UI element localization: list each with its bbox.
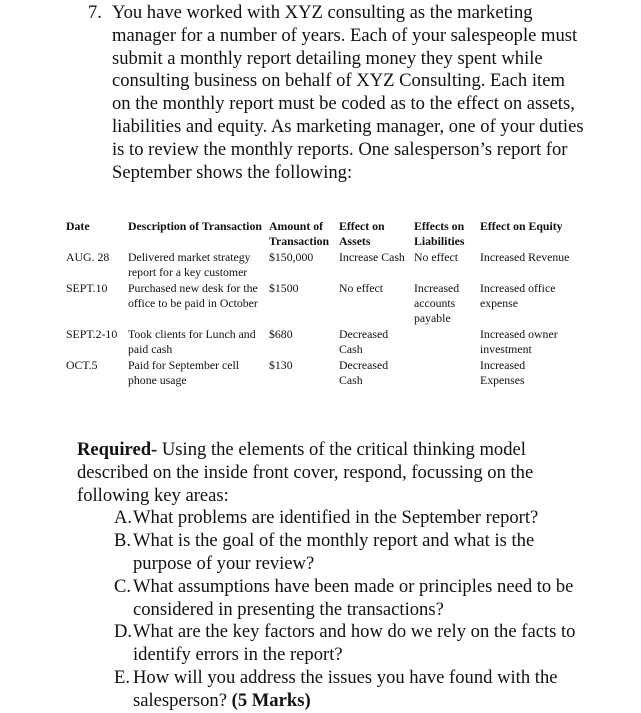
list-item <box>77 530 577 576</box>
item-text: What assumptions have been made or principles need to be considered in presenting the transactions? <box>133 575 574 620</box>
item-letter: A. <box>114 507 133 529</box>
header-liabilities: Effects on Liabilities <box>414 219 465 249</box>
cell-equity: Increased office expense <box>480 280 556 311</box>
cell-assets: Decreased Cash <box>339 326 389 357</box>
cell-description: Paid for September cell phone usage <box>128 357 240 388</box>
cell-amount: $130 <box>269 357 293 372</box>
item-letter: D. <box>114 621 133 643</box>
table-row <box>66 281 570 327</box>
cell-assets: Increase Cash <box>339 249 405 264</box>
marks-label: (5 Marks) <box>231 689 311 711</box>
required-intro <box>77 439 577 507</box>
item-text: What are the key factors and how do we rely on the facts to identify errors in the report? <box>133 621 576 666</box>
item-letter: C. <box>114 575 132 597</box>
list-item <box>77 667 577 713</box>
table-row <box>66 358 570 389</box>
cell-liabilities: Increased accounts payable <box>414 280 460 326</box>
question-text: You have worked with XYZ consulting as the marketing manager for a number of years. Each of your salespeople must submit a monthly report detailing money they spent while consulting business on behalf of XYZ Consulting. Each item on the monthly report must be coded as to the effect on assets, liabilities and equity. As marketing manager, one of your duties is to review the monthly reports. One salesperson’s report for September shows the following: <box>112 2 584 183</box>
item-text: What problems are identified in the September report? <box>133 507 539 529</box>
cell-description: Took clients for Lunch and paid cash <box>128 326 256 357</box>
item-letter: B. <box>114 530 132 552</box>
cell-liabilities: No effect <box>414 249 458 264</box>
header-description: Description of Transaction <box>128 219 262 233</box>
header-assets: Effect on Assets <box>339 219 385 249</box>
cell-date: SEPT.2-10 <box>66 326 118 341</box>
cell-equity: Increased Revenue <box>480 249 570 264</box>
required-block <box>77 439 577 713</box>
cell-date: OCT.5 <box>66 357 98 372</box>
required-list <box>77 507 577 712</box>
table-row <box>66 250 570 281</box>
header-equity: Effect on Equity <box>480 219 563 233</box>
cell-amount: $1500 <box>269 280 299 295</box>
header-amount: Amount of Transaction <box>269 219 330 249</box>
question-block <box>88 2 588 184</box>
question-number: 7. <box>88 2 102 23</box>
cell-liabilities <box>414 358 480 389</box>
list-item <box>77 507 577 530</box>
required-label: Required- <box>77 439 158 460</box>
item-letter: E. <box>114 666 131 688</box>
item-text: What is the goal of the monthly report and what is the purpose of your review? <box>133 530 535 574</box>
cell-amount: $680 <box>269 326 293 341</box>
required-intro-text: Using the elements of the critical thinking model described on the inside front cover, respond, focussing on the following key areas: <box>77 439 534 506</box>
list-item <box>77 621 577 667</box>
cell-equity: Increased owner investment <box>480 326 558 357</box>
table-header-row <box>66 219 570 250</box>
cell-description: Delivered market strategy report for a key customer <box>128 249 251 280</box>
item-text: How will you address the issues you have found with the salesperson? <box>133 666 558 711</box>
expense-report-table <box>66 219 570 388</box>
cell-assets: No effect <box>339 280 383 295</box>
cell-description: Purchased new desk for the office to be paid in October <box>128 280 258 311</box>
cell-equity: Increased Expenses <box>480 357 526 388</box>
list-item <box>77 576 577 622</box>
table-row <box>66 327 570 358</box>
cell-date: SEPT.10 <box>66 280 108 295</box>
cell-liabilities <box>414 327 480 358</box>
cell-date: AUG. 28 <box>66 249 110 264</box>
cell-assets: Decreased Cash <box>339 357 389 388</box>
header-date: Date <box>66 219 90 233</box>
cell-amount: $150,000 <box>269 249 314 264</box>
